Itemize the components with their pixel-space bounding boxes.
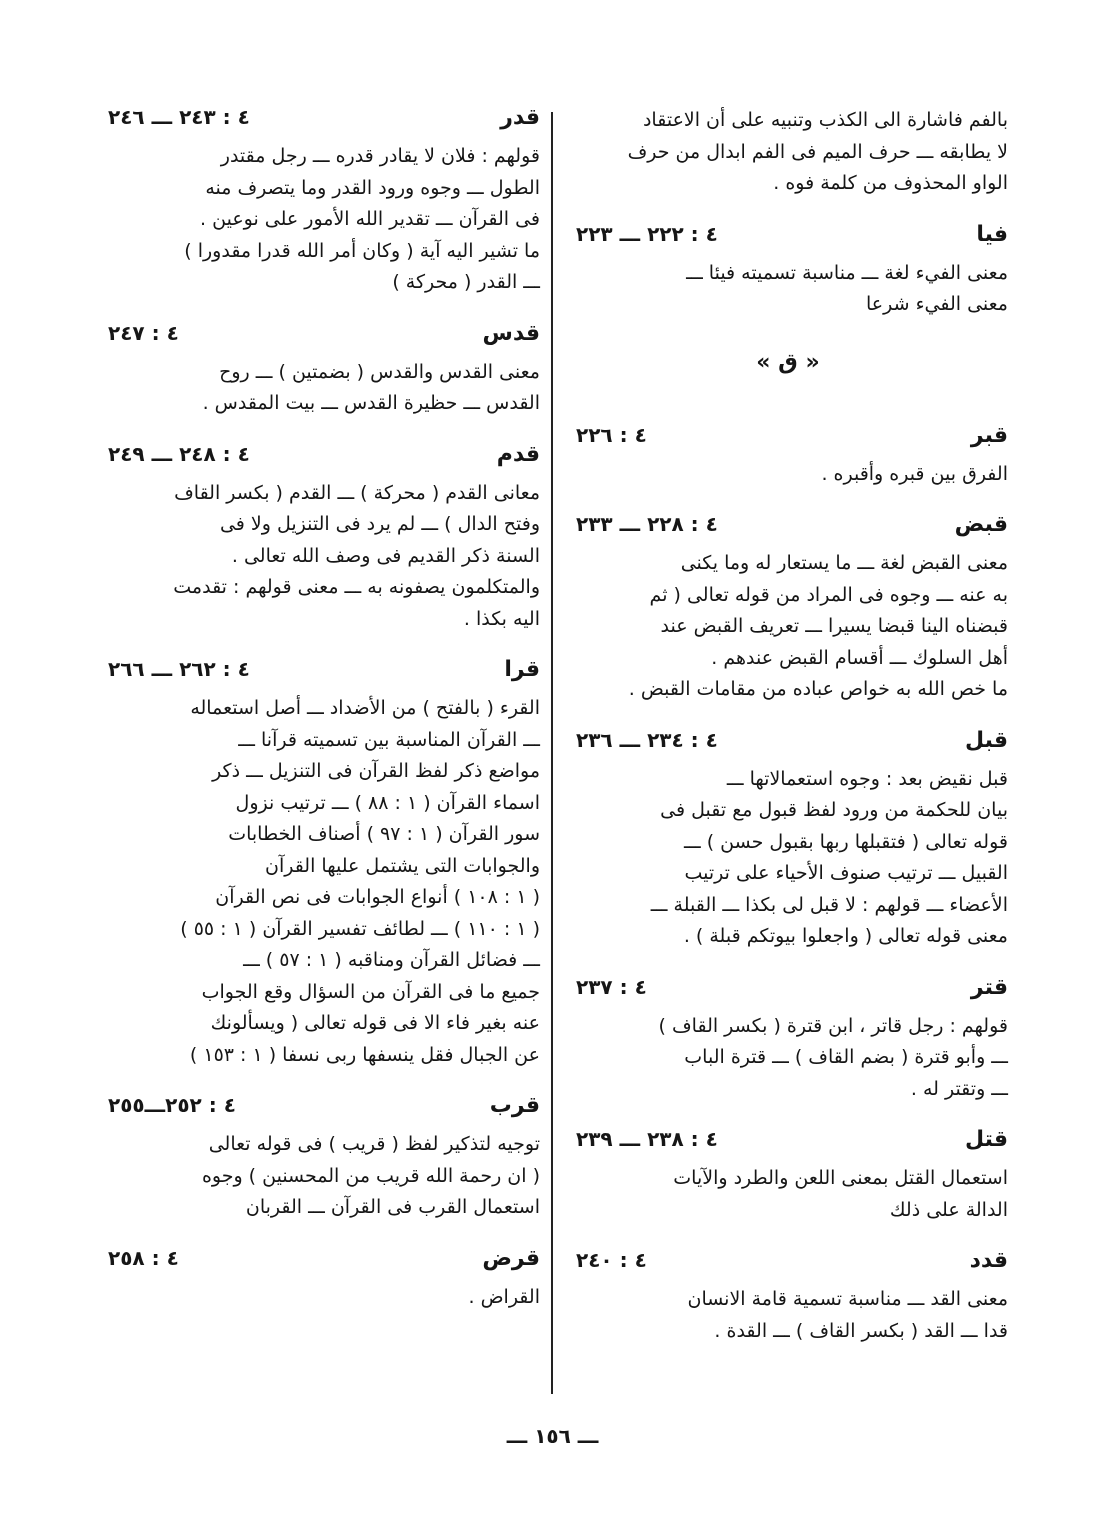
entry-line: ما خص الله به خواص عباده من مقامات القبض .: [628, 678, 1008, 700]
page-number: ـــ ١٥٦ ـــ: [506, 1424, 599, 1448]
entry-line: ( ١ : ١٠٨ ) أنواع الجوابات فى نص القرآن: [215, 886, 540, 908]
entry-line: معنى القد ـــ مناسبة تسمية قامة الانسان: [687, 1288, 1008, 1310]
right-column: [568, 105, 1008, 1369]
right-entries-b: [568, 423, 1008, 1348]
entry-header: [100, 105, 540, 141]
entry-reference: ٤ : ٢٥٨: [108, 1245, 179, 1270]
entry-line: القبيل ـــ ترتيب صنوف الأحياء على ترتيب: [684, 862, 1008, 884]
dictionary-entry: [100, 442, 540, 636]
entry-header: [568, 1127, 1008, 1163]
entry-line: أهل السلوك ـــ أقسام القبض عندهم .: [711, 646, 1008, 669]
entry-headword: قدد: [969, 1248, 1008, 1273]
entry-line: اسماء القرآن ( ١ : ٨٨ ) ـــ ترتيب نزول: [235, 791, 540, 814]
dictionary-entry: [568, 1248, 1008, 1347]
entry-headword: قدم: [496, 441, 540, 467]
entry-line: عن الجبال فقل ينسفها ربى نسفا ( ١ : ١٥٣ ): [189, 1043, 540, 1066]
dictionary-entry: [100, 1246, 540, 1314]
entry-headword: قتل: [964, 1127, 1008, 1152]
entry-header: [568, 1248, 1008, 1284]
entry-line: ـــ فضائل القرآن ومناقبه ( ١ : ٥٧ ) ـــ: [243, 949, 540, 971]
entry-header: [100, 1246, 540, 1282]
entry-line: والمتكلمون يصفونه به ـــ معنى قولهم : تقدمت: [173, 576, 540, 598]
entry-line: معنى الفيء شرعا: [866, 293, 1008, 315]
entry-line: استعمال القتل بمعنى اللعن والطرد والآيات: [673, 1167, 1008, 1189]
entry-line: مواضع ذكر لفظ القرآن فى التنزيل ـــ ذكر: [212, 760, 540, 782]
entry-line: قوله تعالى ( فتقبلها ربها بقبول حسن ) ـــ: [683, 830, 1008, 853]
entry-reference: ٤ : ٢٢٦: [576, 422, 647, 447]
entry-reference: ٤ : ٢٤٧: [108, 320, 179, 345]
entry-line: وفتح الدال ) ـــ لم يرد فى التنزيل ولا فى: [219, 513, 540, 535]
entry-reference: ٤ : ٢٥٢ـــ٢٥٥: [108, 1093, 236, 1117]
dictionary-entry: [568, 975, 1008, 1106]
dictionary-entry: [100, 1093, 540, 1224]
entry-line: قبل نقيض بعد : وجوه استعمالاتها ـــ: [726, 767, 1008, 790]
entry-line: قولهم : فلان لا يقادر قدره ـــ رجل مقتدر: [220, 145, 540, 167]
continued-entry: [568, 105, 1008, 200]
entry-line: قبضناه الينا قبضا يسيرا ـــ تعريف القبض عند: [660, 615, 1008, 637]
entry-headword: قدر: [500, 105, 540, 130]
dictionary-entry: [100, 657, 540, 1071]
entry-headword: قدس: [482, 320, 540, 346]
entry-line: ـــ القدر ( محركة ): [392, 271, 540, 293]
dictionary-entry: [568, 728, 1008, 953]
entry-header: [568, 423, 1008, 459]
entry-reference: ٤ : ٢٦٢ ـــ ٢٦٦: [108, 657, 250, 681]
entry-headword: قتر: [970, 974, 1008, 1000]
entry-line: ـــ وتقتر له .: [910, 1077, 1008, 1100]
entry-reference: ٤ : ٢٤٣ ـــ ٢٤٦: [108, 105, 250, 129]
entry-header: [100, 1093, 540, 1129]
entry-headword: قبر: [970, 422, 1008, 448]
entry-reference: ٤ : ٢٢٢ ـــ ٢٢٣: [576, 221, 718, 246]
entry-line: به عنه ـــ وجوه فى المراد من قوله تعالى ( ثم: [649, 583, 1008, 606]
entry-line: سور القرآن ( ١ : ٩٧ ) أصناف الخطابات: [228, 823, 540, 845]
entry-header: [100, 321, 540, 357]
entry-line: والجوابات التى يشتمل عليها القرآن: [264, 854, 540, 877]
entry-header: [568, 222, 1008, 258]
entry-header: [568, 975, 1008, 1011]
dictionary-entry: [568, 222, 1008, 321]
entry-line: لا يطابقه ـــ حرف الميم فى الفم ابدال من حرف: [627, 140, 1008, 163]
entry-reference: ٤ : ٢٣٤ ـــ ٢٣٦: [576, 727, 718, 752]
left-column: [100, 105, 540, 1335]
entry-headword: قرب: [489, 1093, 540, 1118]
left-entries: [100, 105, 540, 1313]
entry-headword: قرض: [482, 1245, 540, 1271]
entry-line: معانى القدم ( محركة ) ـــ القدم ( بكسر القاف: [174, 481, 540, 504]
entry-headword: قرا: [504, 657, 540, 682]
entry-line: ـــ وأبو قترة ( بضم القاف ) ـــ قترة الباب: [684, 1046, 1008, 1068]
entry-header: [100, 442, 540, 478]
entry-line: معنى قوله تعالى ( واجعلوا بيوتكم قبلة ) .: [683, 925, 1008, 947]
entry-line: توجيه لتذكير لفظ ( قريب ) فى قوله تعالى: [208, 1133, 540, 1155]
entry-reference: ٤ : ٢٣٧: [576, 974, 647, 999]
entry-line: ( ١ : ١١٠ ) ـــ لطائف تفسير القرآن ( ١ : ٥٥ ): [180, 917, 540, 940]
entry-line: الطول ـــ وجوه ورود القدر وما يتصرف منه: [205, 176, 540, 199]
entry-line: معنى القبض لغة ـــ ما يستعار له وما يكنى: [680, 552, 1008, 574]
entry-line: الواو المحذوف من كلمة فوه .: [773, 172, 1008, 194]
entry-line: معنى القدس والقدس ( بضمتين ) ـــ روح: [219, 360, 540, 383]
entry-line: القراض .: [468, 1285, 540, 1308]
dictionary-entry: [568, 1127, 1008, 1226]
entry-line: ( ان رحمة الله قريب من المحسنين ) وجوه: [201, 1164, 540, 1187]
entry-header: [568, 728, 1008, 764]
entry-line: الدالة على ذلك: [889, 1198, 1008, 1221]
entry-line: بالفم فاشارة الى الكذب وتنبيه على أن الاعتقاد: [642, 109, 1008, 131]
entry-line: بيان للحكمة من ورود لفظ قبول مع تقبل فى: [660, 799, 1008, 821]
entry-line: قولهم : رجل قاتر ، ابن قترة ( بكسر القاف ): [658, 1014, 1008, 1037]
entry-line: معنى الفيء لغة ـــ مناسبة تسميته فيئا ـــ: [686, 261, 1008, 284]
right-entries-a: [568, 222, 1008, 321]
entry-reference: ٤ : ٢٤٠: [576, 1248, 647, 1272]
entry-line: الأعضاء ـــ قولهم : لا قبل لى بكذا ـــ القبلة ـــ: [650, 893, 1008, 916]
entry-line: عنه بغير فاء الا فى قوله تعالى ( ويسألونك: [210, 1012, 540, 1034]
entry-line: السنة ذكر القديم فى وصف الله تعالى .: [231, 544, 540, 567]
dictionary-entry: [568, 512, 1008, 706]
entry-line: القرء ( بالفتح ) من الأضداد ـــ أصل استعماله: [190, 697, 540, 719]
entry-headword: فيا: [976, 221, 1008, 247]
entry-header: [568, 512, 1008, 548]
entry-reference: ٤ : ٢٢٨ ـــ ٢٣٣: [576, 512, 718, 536]
entry-header: [100, 657, 540, 693]
entry-line: اليه بكذا .: [463, 607, 540, 630]
entry-line: استعمال القرب فى القرآن ـــ القربان: [245, 1196, 540, 1218]
entry-line: القدس ـــ حظيرة القدس ـــ بيت المقدس .: [202, 392, 540, 414]
entry-line: فى القرآن ـــ تقدير الله الأمور على نوعين .: [200, 208, 540, 230]
dictionary-entry: [568, 423, 1008, 491]
entry-reference: ٤ : ٢٤٨ ـــ ٢٤٩: [108, 441, 250, 466]
entry-reference: ٤ : ٢٣٨ ـــ ٢٣٩: [576, 1127, 718, 1151]
column-divider: [551, 112, 553, 1394]
section-title: « ق »: [756, 349, 820, 375]
entry-line: ـــ القرآن المناسبة بين تسميته قرآنا ـــ: [238, 728, 540, 751]
dictionary-entry: [100, 105, 540, 299]
entry-line: قدا ـــ القد ( بكسر القاف ) ـــ القدة .: [714, 1319, 1008, 1342]
dictionary-entry: [100, 321, 540, 420]
entry-line: ما تشير اليه آية ( وكان أمر الله قدرا مقدورا ): [184, 239, 540, 262]
entry-line: الفرق بين قبره وأقبره .: [821, 462, 1008, 485]
entry-headword: قبض: [954, 512, 1008, 537]
entry-headword: قبل: [964, 727, 1008, 753]
entry-line: جميع ما فى القرآن من السؤال وقع الجواب: [201, 980, 540, 1003]
